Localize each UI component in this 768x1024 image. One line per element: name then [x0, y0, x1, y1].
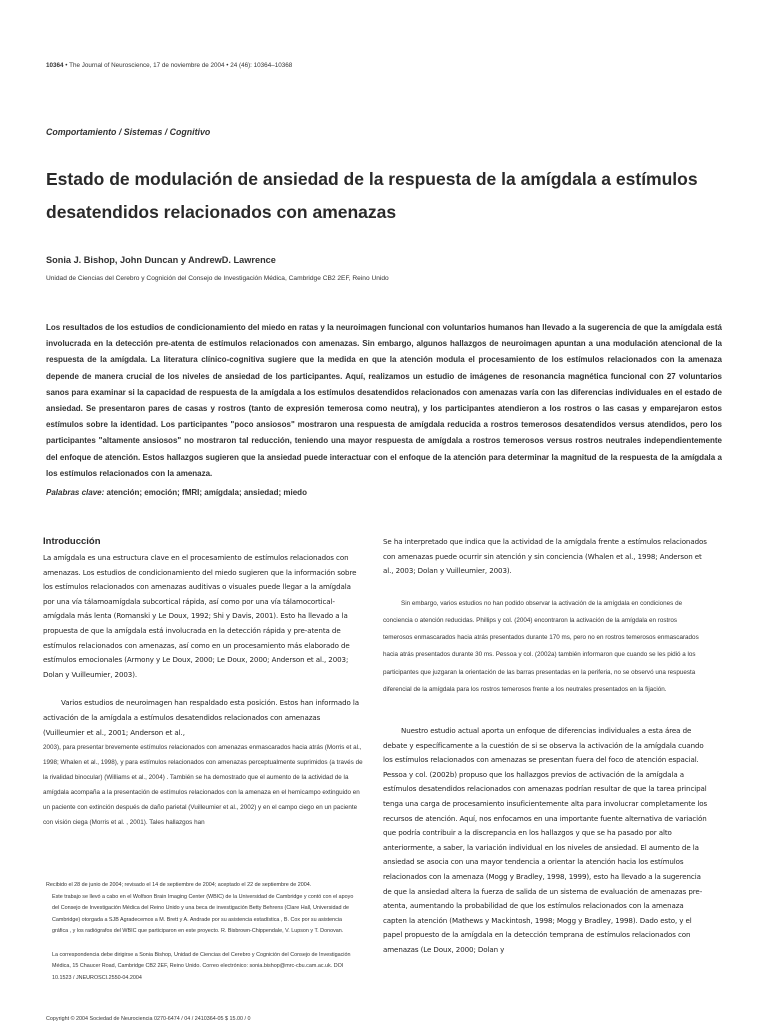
abstract: Los resultados de los estudios de condicionamiento del miedo en ratas y la neuroimagen funcional con voluntarios humanos han llevado a la sugerencia de que la amígdala está involucrada en la detección pre-atenta de estímulos relacionados con amenazas. Sin embargo, algunos hallazgos de neuroimagen apuntan a una modulación atencional de la respuesta de la amígdala. La literatura clínico-cognitiva sugiere que la medida en que la atención modula el procesamiento de los estímulos relacionados con la amenaza depende de manera crucial de los niveles de ansiedad de los participantes. Aquí, realizamos un estudio de imágenes de resonancia magnética funcional con 27 voluntarios sanos para examinar si la capacidad de respuesta de la amígdala a los estímulos desatendidos relacionados con amenazas varía con las diferencias individuales en el estado de ansiedad. Se presentaron pares de casas y rostros (tanto de expresión temerosa como neutra), y los participantes atendieron a los rostros o las casas y emparejaron estos estímulos sobre la identidad. Los participantes "poco ansiosos" mostraron una respuesta de amígdala reducida a rostros temerosos desatendidos versus atendidos, pero los participantes "altamente ansiosos" no mostraron tal reducción, teniendo una mayor respuesta de amígdala a rostros temerosos versus rostros neutrales independientemente del enfoque de atención. Estos hallazgos sugieren que la ansiedad puede interactuar con el enfoque de la atención para determinar la magnitud de la respuesta de la amígdala a los estímulos relacionados con la amenaza.: [46, 323, 722, 478]
article-title: Estado de modulación de ansiedad de la respuesta de la amígdala a estímulos desatendidos relacionados con amenazas: [46, 169, 698, 222]
author-list: Sonia J. Bishop, John Duncan y AndrewD. Lawrence: [46, 255, 276, 265]
footnote-received: Recibido el 28 de junio de 2004; revisado el 14 de septiembre de 2004; aceptado el 22 de septiembre de 2004.: [46, 882, 312, 888]
right-paragraph-2: Sin embargo, varios estudios no han podido observar la activación de la amígdala en condiciones de conciencia o atención reducidas. Phillips y col. (2004) encontraron la activación de la amígdala en rostros temerosos enmascarados hacia atrás presentados durante 170 ms, pero no en rostros temerosos enmascarados hacia atrás presentados durante 30 ms. Pessoa y col. (2002a) también informaron que cuando se les pidió a los participantes que juzgaran la orientación de las barras presentadas en la periferia, no se observó una respuesta diferencial de la amígdala para los rostros temerosos frente a los neutrales presentados en la fijación.: [383, 599, 699, 693]
right-column: [383, 535, 708, 958]
intro-paragraph-2-continued: 2003), para presentar brevemente estímulos relacionados con amenazas enmascarados hacia atrás (Morris et al., 1998; Whalen et al., 1998), y para estímulos relacionados con amenazas perceptualmente suprimidos (a través de la rivalidad binocular) (Williams et al., 2004) . También se ha demostrado que el aumento de la actividad de la amígdala acompaña a la presentación de estímulos relacionados con la amenaza en el hemicampo extinguido en un paciente con extinción después de daño parietal (Vuilleumier et al., 2002) y en el campo ciego en un paciente con visión ciega (Morris et al. , 2001). Tales hallazgos han: [43, 744, 363, 827]
right-paragraph-1: Se ha interpretado que indica que la actividad de la amígdala frente a estímulos relacionados con amenazas puede ocurrir sin atención y sin conciencia (Whalen et al., 1998; Anderson et al., 2003; Dolan y Vuilleumier, 2003).: [383, 537, 707, 576]
intro-paragraph-2-start: Varios estudios de neuroimagen han respaldado esta posición. Estos han informado la activación de la amígdala a estímulos desatendidos relacionados con amenazas (Vuilleumier et al., 2001; Anderson et al.,: [43, 698, 360, 737]
left-column: [43, 536, 363, 830]
footnotes: [46, 880, 356, 984]
keywords-label: Palabras clave:: [46, 488, 105, 497]
copyright-line: Copyright © 2004 Sociedad de Neurociencia 0270-6474 / 04 / 2410364-05 $ 15.00 / 0: [46, 1016, 251, 1022]
footnote-funding: Este trabajo se llevó a cabo en el Wolfson Brain Imaging Center (WBIC) de la Universidad de Cambridge y contó con el apoyo del Consejo de Investigación Médica del Reino Unido y una beca de investigación Betty Behrens (Clare Hall, Universidad de Cambridge) otorgada a SJB Agradecemos a M. Brett y A. Andrade por su asistencia estadística , B. Cox por su asistencia gráfica , y los radiógrafos del WBIC que participaron en este proyecto. R. Bisbrown-Chippendale, V. Lupson y T. Donovan.: [52, 893, 354, 934]
keywords: [46, 488, 307, 497]
footnote-correspondence: La correspondencia debe dirigirse a Sonia Bishop, Unidad de Ciencias del Cerebro y Cognición del Consejo de Investigación Médica, 15 Chaucer Road, Cambridge CB2 2EF, Reino Unido. Correo electrónico: sonia.bishop@mrc-cbu.cam.ac.uk. DOI 10.1523 / JNEUROSCI.2550-04.2004: [52, 951, 351, 981]
right-paragraph-3: Nuestro estudio actual aporta un enfoque de diferencias individuales a esta área de debate y específicamente a la cuestión de si se observa la activación de la amígdala cuando los estímulos relacionados con amenazas se presentan fuera del foco de atención espacial. Pessoa y col. (2002b) propuso que los hallazgos previos de activación de la amígdala a estímulos desatendidos relacionados con amenazas podrían resultar de que la tarea principal tenga una carga de procesamiento insuficientemente alta para involucrar completamente los recursos de atención. Aquí, nos enfocamos en una importante fuente alternativa de variación que podría contribuir a la discrepancia en los hallazgos y que se ha pasado por alto anteriormente, a saber, la variación individual en los niveles de ansiedad. El aumento de la ansiedad se asocia con una mayor tendencia a orientar la atención hacia los estímulos relacionados con la amenaza (Mogg y Bradley, 1998, 1999), esto ha llevado a la sugerencia de que la ansiedad altera la fuerza de salida de un sistema de evaluación de amenazas pre-atenta, aumentando la probabilidad de que los estímulos relacionados con la amenaza capten la atención (Mathews y Mackintosh, 1998; Mogg y Bradley, 1998). Dado esto, y el papel propuesto de la amígdala en la detección temprana de estímulos relacionados con amenazas (Le Doux, 2000; Dolan y: [383, 726, 708, 954]
running-header: [46, 62, 292, 69]
keywords-value: atención; emoción; fMRI; amígdala; ansiedad; miedo: [104, 488, 307, 497]
page-number: 10364: [46, 62, 64, 69]
author-affiliation: Unidad de Ciencias del Cerebro y Cognición del Consejo de Investigación Médica, Cambridge CB2 2EF, Reino Unido: [46, 275, 389, 282]
section-label: Comportamiento / Sistemas / Cognitivo: [46, 127, 211, 137]
journal-citation: • The Journal of Neuroscience, 17 de noviembre de 2004 • 24 (46): 10364–10368: [63, 62, 293, 69]
introduction-heading: Introducción: [43, 536, 101, 547]
intro-paragraph-1: La amígdala es una estructura clave en el procesamiento de estímulos relacionados con amenazas. Los estudios de condicionamiento del miedo sugieren que la información sobre los estímulos relacionados con amenazas auditivas o visuales puede llegar a la amígdala por una vía tálamoamígdala subcortical rápida, así como por una vía tálamocortical-amígdala más lenta (Romanski y Le Doux, 1992; Shi y Davis, 2001). Esto ha llevado a la propuesta de que la amígdala está involucrada en la detección rápida y pre-atenta de estímulos relacionados con amenazas, así como en un procesamiento más elaborado de estímulos emocionales (Armony y Le Doux, 2000; Le Doux, 2000; Anderson et al., 2003; Dolan y Vuilleumier, 2003).: [43, 553, 357, 679]
